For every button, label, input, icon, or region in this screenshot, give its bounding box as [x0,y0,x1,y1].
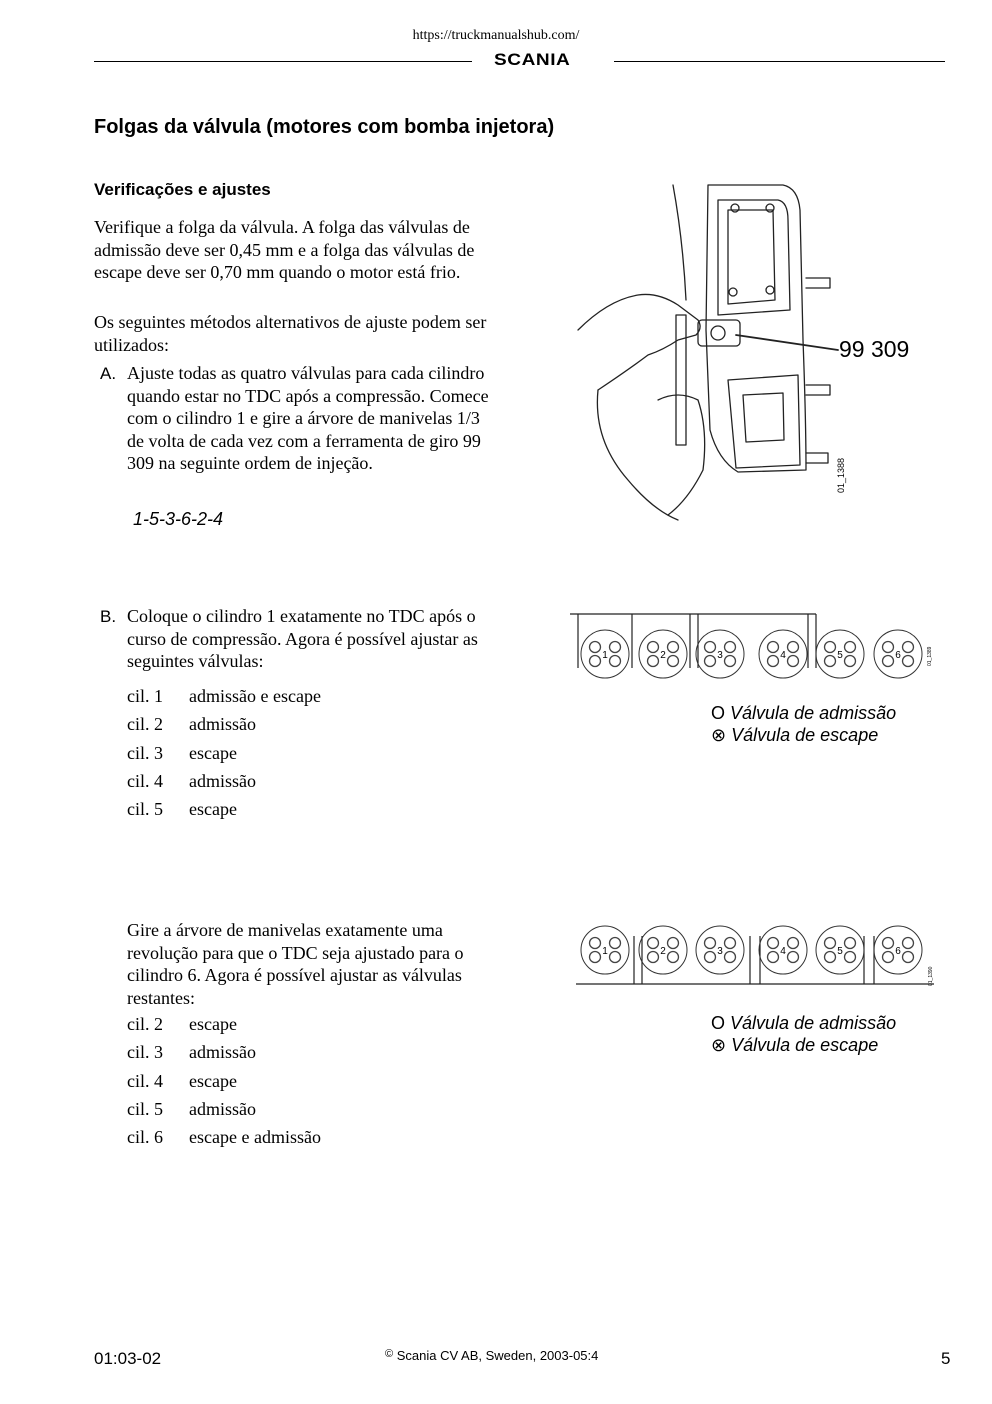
cylinder-cell: cil. 2 [127,714,163,735]
valve-circle [705,642,716,653]
cylinder-cell: cil. 4 [127,1070,163,1091]
valves-cell: admissão e escape [189,686,321,706]
valve-circle [610,642,621,653]
legend-fig3 [711,1012,921,1056]
valve-circle [725,656,736,667]
cylinder-cell: cil. 6 [127,1127,163,1148]
table-row [127,714,321,742]
valve-circle [825,656,836,667]
cylinder-cell: cil. 5 [127,1098,163,1119]
valve-circle [768,656,779,667]
valve-circle [883,952,894,963]
lower-plate [728,375,800,468]
header-rule-left [94,61,472,62]
figure-id: 01_1389 [927,646,933,666]
bolt-hole [729,288,737,296]
turning-tool-socket [711,326,725,340]
valve-circle [788,656,799,667]
injection-order: 1-5-3-6-2-4 [133,509,224,529]
valve-circle [590,642,601,653]
legend-intake-text: Válvula de admissão [730,1013,897,1033]
valves-cell: admissão [189,1042,256,1063]
bolt-hole [731,204,739,212]
valve-circle [705,656,716,667]
valve-circle [725,938,736,949]
inspection-window [743,393,784,442]
item-b-text: Coloque o cilindro 1 exatamente no TDC após o curso de compressão. Agora é possível ajustar as seguintes válvulas: [127,606,478,671]
valve-circle [725,952,736,963]
bolt-hole [766,286,774,294]
cover-inner [728,210,775,304]
valve-table-b [127,686,321,827]
valve-circle [768,952,779,963]
valve-circle [590,656,601,667]
valve-circle [883,938,894,949]
figure-id: 01_1390 [928,966,934,986]
valve-circle [668,642,679,653]
section-heading: Verificações e ajustes [94,180,271,199]
paragraph-clearance: Verifique a folga da válvula. A folga das válvulas de admissão deve ser 0,45 mm e a folga das válvulas de escape deve ser 0,70 mm quando o motor está frio. [94,217,475,282]
intake-valve-icon: O [711,1013,726,1033]
item-c-text: Gire a árvore de manivelas exatamente uma revolução para que o TDC seja ajustado para o cilindro 6. Agora é possível ajustar as válvulas restantes: [127,920,464,1008]
cylinder-number: 3 [717,946,723,957]
valve-circle [883,642,894,653]
table-row [127,1127,321,1155]
table-row [127,686,321,714]
valve-circle [825,642,836,653]
cylinder-number: 1 [602,946,608,957]
valve-circle [590,938,601,949]
cylinder-number: 6 [895,946,901,957]
cover-plate [718,200,790,315]
copyright-text: Scania CV AB, Sweden, 2003-05:4 [396,1348,599,1363]
valves-cell: escape [189,1070,237,1091]
bolt [806,453,828,463]
cylinder-number: 6 [895,650,901,661]
valve-circle [788,938,799,949]
cylinder-cell: cil. 1 [127,686,163,706]
valve-circle [768,642,779,653]
valve-circle [668,938,679,949]
item-b-marker: B. [100,607,117,626]
cylinder-cell: cil. 4 [127,770,163,791]
cylinder-number: 3 [717,650,723,661]
valves-cell: admissão [189,770,256,791]
valve-circle [845,952,856,963]
valve-circle [788,952,799,963]
cylinder-cell: cil. 3 [127,742,163,763]
edge-line [673,185,686,300]
valve-circle [825,952,836,963]
cylinder-number: 4 [780,946,786,957]
housing-outline [706,185,806,472]
valve-circle [648,938,659,949]
valve-diagram-tdc-cyl1 [568,610,940,690]
bolt [806,385,830,395]
header-rule-right [614,61,945,62]
valves-cell: admissão [189,714,256,735]
leader-line [736,335,838,350]
table-row [127,771,321,799]
hand-lower [658,395,705,515]
table-row [127,743,321,771]
valve-circle [768,938,779,949]
valve-circle [610,656,621,667]
table-row [127,1042,321,1070]
turning-tool-handle [676,315,686,445]
valve-circle [845,642,856,653]
valve-circle [648,656,659,667]
copyright-notice [385,1348,598,1363]
valves-cell: escape e admissão [189,1127,321,1148]
valve-circle [845,938,856,949]
table-row [127,1071,321,1099]
scania-logo: SCANIA [494,50,571,69]
valve-circle [648,642,659,653]
arm-outline [597,390,678,520]
cylinder-number: 4 [780,650,786,661]
legend-exhaust-text: Válvula de escape [731,1035,879,1055]
table-row [127,799,321,827]
bolt [806,278,830,288]
page-title: Folgas da válvula (motores com bomba injetora) [94,116,555,138]
valve-circle [705,952,716,963]
valve-circle [903,642,914,653]
paragraph-methods: Os seguintes métodos alternativos de ajuste podem ser utilizados: [94,312,487,355]
valve-circle [903,656,914,667]
cylinder-cell: cil. 5 [127,799,163,820]
valve-diagram-tdc-cyl6 [568,922,940,992]
legend-intake-text: Válvula de admissão [730,703,897,723]
copyright-symbol: © [385,1348,394,1360]
cylinder-number: 5 [837,946,843,957]
cylinder-number: 2 [660,650,666,661]
valve-circle [668,656,679,667]
cylinder-cell: cil. 2 [127,1014,163,1034]
valve-circle [903,938,914,949]
valve-circle [788,642,799,653]
valve-table-c [127,1014,321,1155]
item-a-text: Ajuste todas as quatro válvulas para cada cilindro quando estar no TDC após a compressão. Comece com o cilindro 1 e gire a árvore de manivelas 1/3 de volta de cada vez com a ferramenta de giro 99 309 na seguinte ordem de injeção. [127,363,489,473]
valves-cell: escape [189,1014,237,1034]
bolt-hole [766,204,774,212]
valve-circle [590,952,601,963]
legend-exhaust-text: Válvula de escape [731,725,879,745]
document-code: 01:03-02 [94,1349,162,1368]
valve-circle [705,938,716,949]
hand-upper [578,294,700,390]
valve-circle [883,656,894,667]
valve-circle [903,952,914,963]
source-url: https://truckmanualshub.com/ [412,28,580,43]
valves-cell: escape [189,742,237,763]
page-number: 5 [941,1349,951,1368]
exhaust-valve-icon: ⊗ [711,725,727,745]
figure-id: 01_1388 [836,457,846,493]
valves-cell: admissão [189,1098,256,1119]
valve-circle [648,952,659,963]
valve-circle [725,642,736,653]
cylinder-row [581,926,922,974]
table-row [127,1014,321,1042]
valve-circle [825,938,836,949]
valve-circle [610,952,621,963]
item-a-marker: A. [100,364,117,383]
exhaust-valve-icon: ⊗ [711,1035,727,1055]
legend-fig2 [711,702,921,746]
cylinder-number: 5 [837,650,843,661]
turning-tool-head [698,320,740,346]
tool-number-label: 99 309 [839,336,910,362]
cylinder-number: 1 [602,650,608,661]
valve-circle [845,656,856,667]
intake-valve-icon: O [711,703,726,723]
valve-circle [668,952,679,963]
valves-cell: escape [189,799,237,820]
valve-circle [610,938,621,949]
table-row [127,1099,321,1127]
cylinder-cell: cil. 3 [127,1042,163,1063]
cylinder-number: 2 [660,946,666,957]
